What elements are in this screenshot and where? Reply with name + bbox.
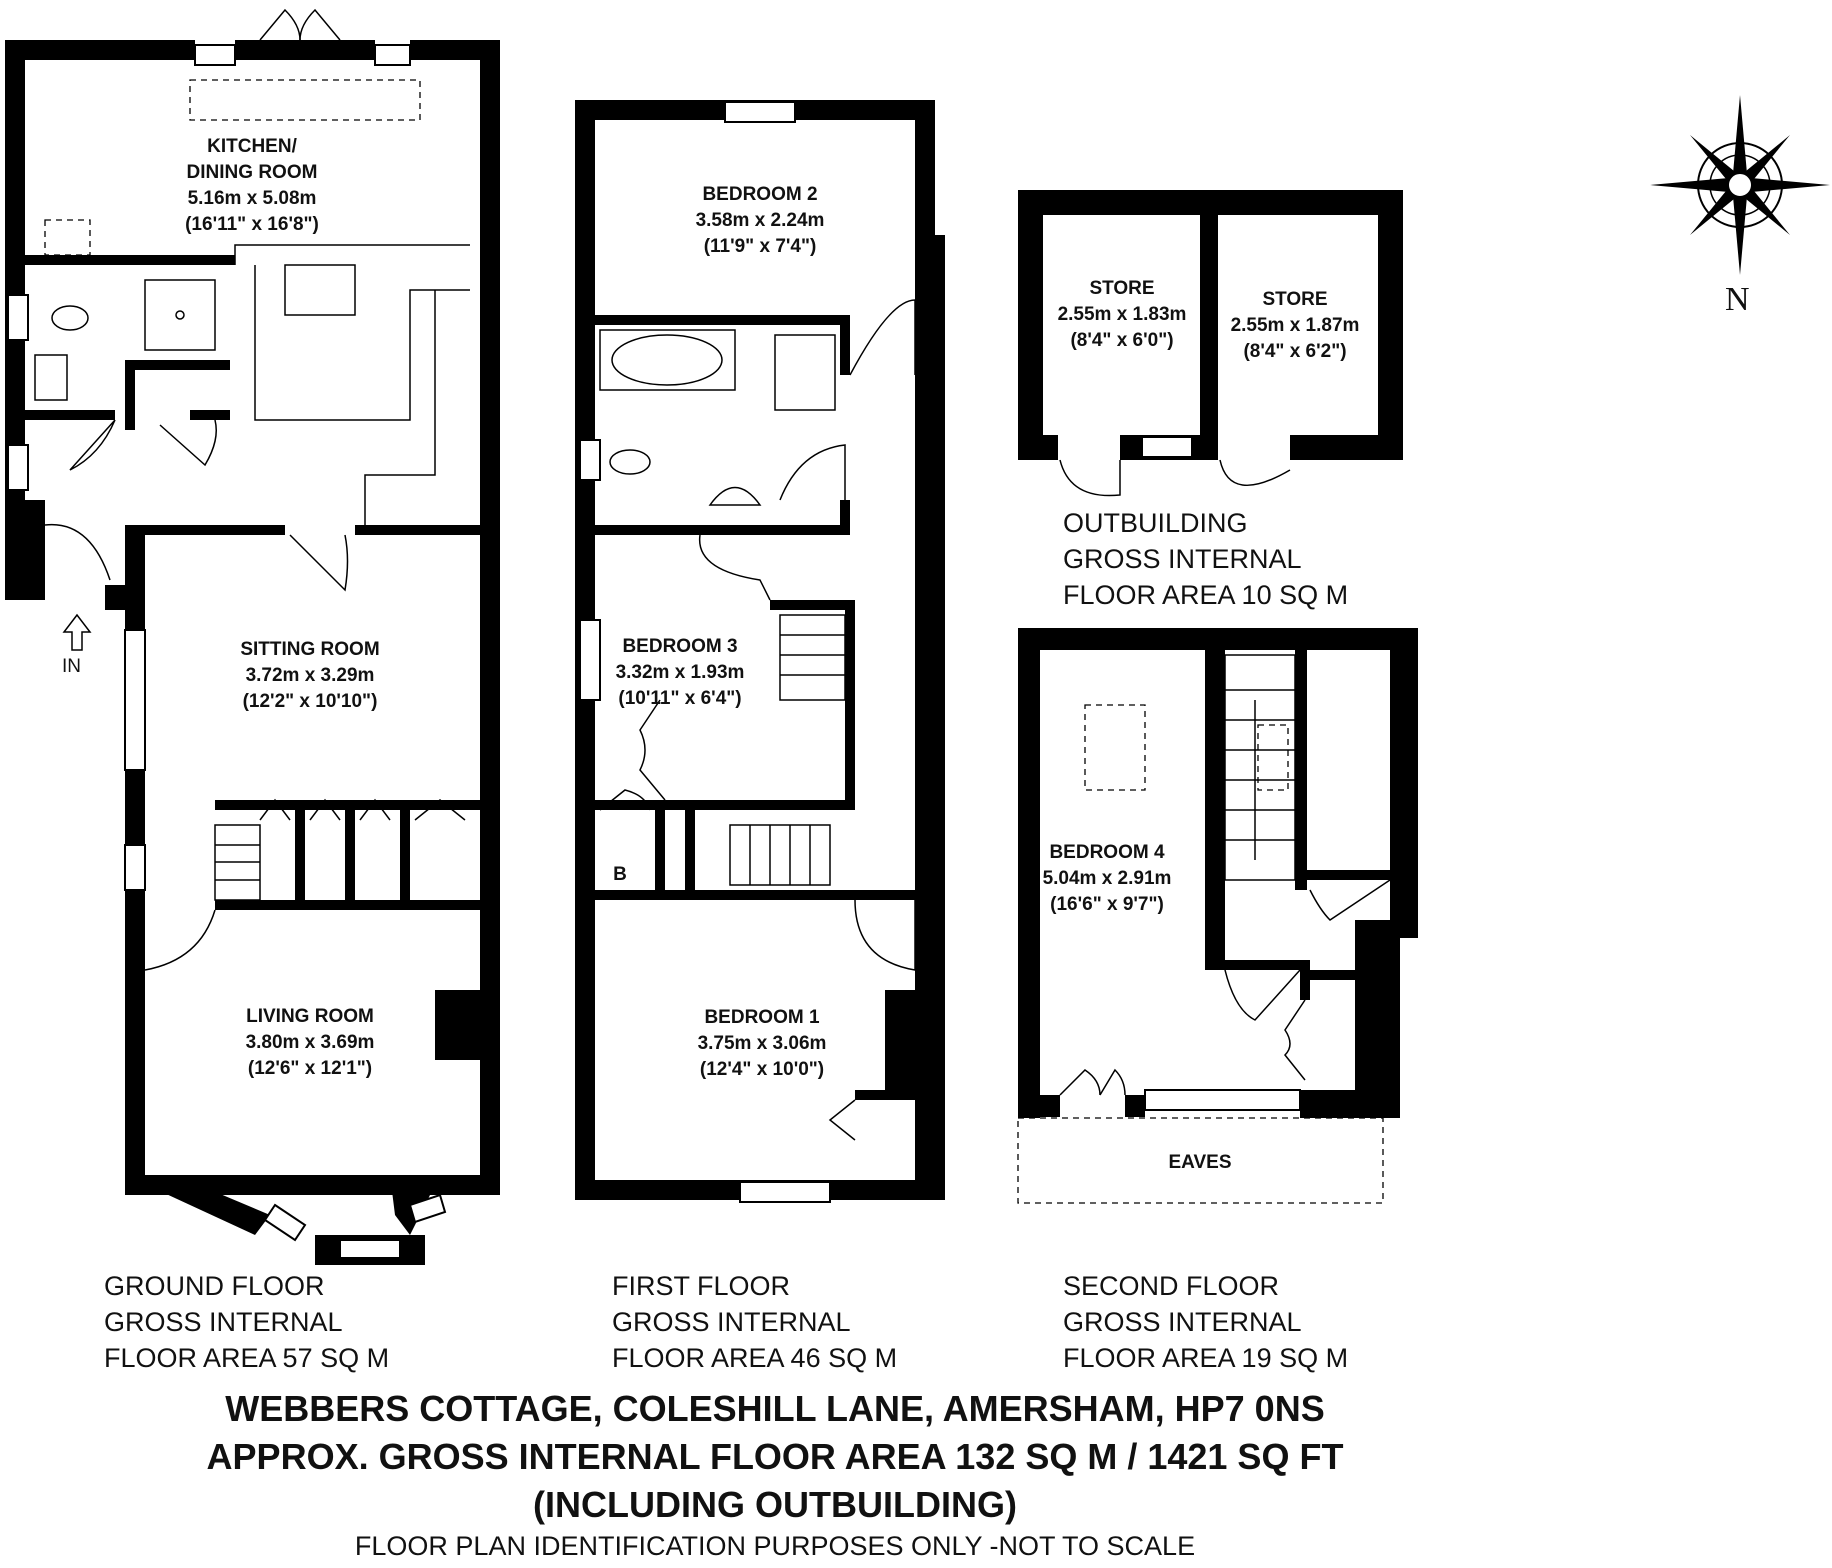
total-floor-area: APPROX. GROSS INTERNAL FLOOR AREA 132 SQ M / 1421 SQ FT bbox=[206, 1436, 1344, 1477]
second-floor-area-line2: GROSS INTERNAL bbox=[1063, 1307, 1302, 1337]
store2-dimensions-imperial: (8'4" x 6'2") bbox=[1243, 341, 1347, 362]
store1-dimensions-metric: 2.55m x 1.83m bbox=[1057, 304, 1187, 325]
first-floor-area-line1: FIRST FLOOR bbox=[612, 1271, 791, 1301]
bedroom4-dimensions-metric: 5.04m x 2.91m bbox=[1042, 868, 1172, 889]
store1-name: STORE bbox=[1089, 278, 1155, 299]
first-floor-area-caption bbox=[612, 1268, 897, 1376]
outbuilding-area-line1: OUTBUILDING bbox=[1063, 508, 1248, 538]
outbuilding-note: (INCLUDING OUTBUILDING) bbox=[533, 1484, 1017, 1525]
living-room-dimensions-metric: 3.80m x 3.69m bbox=[245, 1032, 375, 1053]
bedroom2-name: BEDROOM 2 bbox=[702, 184, 818, 205]
store2-name: STORE bbox=[1262, 289, 1328, 310]
outbuilding-area-line2: GROSS INTERNAL bbox=[1063, 544, 1302, 574]
bedroom1-dimensions-metric: 3.75m x 3.06m bbox=[697, 1033, 827, 1054]
bedroom3-dimensions-imperial: (10'11" x 6'4") bbox=[618, 688, 742, 709]
kitchen-name-line2: DINING ROOM bbox=[186, 162, 318, 183]
ground-floor-area-line1: GROUND FLOOR bbox=[104, 1271, 325, 1301]
ground-floor-area-line2: GROSS INTERNAL bbox=[104, 1307, 343, 1337]
sitting-room-name: SITTING ROOM bbox=[240, 639, 380, 660]
compass-north-label: N bbox=[1725, 281, 1750, 318]
kitchen-dimensions-metric: 5.16m x 5.08m bbox=[187, 188, 317, 209]
bedroom1-dimensions-imperial: (12'4" x 10'0") bbox=[699, 1059, 825, 1080]
bedroom1-name: BEDROOM 1 bbox=[704, 1007, 820, 1028]
second-floor-plan bbox=[1018, 628, 1418, 1203]
outbuilding-area-caption bbox=[1063, 505, 1348, 613]
outbuilding-area-line3: FLOOR AREA 10 SQ M bbox=[1063, 580, 1349, 610]
living-room-dimensions-imperial: (12'6" x 12'1") bbox=[247, 1058, 373, 1079]
disclaimer: FLOOR PLAN IDENTIFICATION PURPOSES ONLY -NOT TO SCALE bbox=[354, 1531, 1196, 1561]
first-floor-area-line2: GROSS INTERNAL bbox=[612, 1307, 851, 1337]
bedroom3-name: BEDROOM 3 bbox=[622, 636, 738, 657]
second-floor-area-line3: FLOOR AREA 19 SQ M bbox=[1063, 1343, 1349, 1373]
boiler-label: B bbox=[613, 864, 627, 885]
compass-rose-icon bbox=[1650, 95, 1830, 275]
kitchen-dimensions-imperial: (16'11" x 16'8") bbox=[185, 214, 319, 235]
sitting-room-dimensions-imperial: (12'2" x 10'10") bbox=[242, 691, 378, 712]
store2-dimensions-metric: 2.55m x 1.87m bbox=[1230, 315, 1360, 336]
bedroom4-name: BEDROOM 4 bbox=[1049, 842, 1165, 863]
second-floor-area-caption bbox=[1063, 1268, 1348, 1376]
ground-floor-area-line3: FLOOR AREA 57 SQ M bbox=[104, 1343, 390, 1373]
eaves-label: EAVES bbox=[1168, 1152, 1232, 1173]
second-floor-area-line1: SECOND FLOOR bbox=[1063, 1271, 1280, 1301]
sitting-room-dimensions-metric: 3.72m x 3.29m bbox=[245, 665, 375, 686]
store1-dimensions-imperial: (8'4" x 6'0") bbox=[1070, 330, 1174, 351]
kitchen-name-line1: KITCHEN/ bbox=[207, 136, 297, 157]
first-floor-area-line3: FLOOR AREA 46 SQ M bbox=[612, 1343, 898, 1373]
ground-floor-area-caption bbox=[104, 1268, 389, 1376]
bedroom2-dimensions-imperial: (11'9" x 7'4") bbox=[703, 236, 817, 257]
bedroom4-dimensions-imperial: (16'6" x 9'7") bbox=[1050, 894, 1164, 915]
property-address: WEBBERS COTTAGE, COLESHILL LANE, AMERSHAM, HP7 0NS bbox=[225, 1388, 1325, 1429]
bedroom2-dimensions-metric: 3.58m x 2.24m bbox=[695, 210, 825, 231]
plan-footer bbox=[0, 1385, 1550, 1563]
living-room-name: LIVING ROOM bbox=[246, 1006, 374, 1027]
bedroom3-dimensions-metric: 3.32m x 1.93m bbox=[615, 662, 745, 683]
entrance-label: IN bbox=[62, 656, 81, 677]
